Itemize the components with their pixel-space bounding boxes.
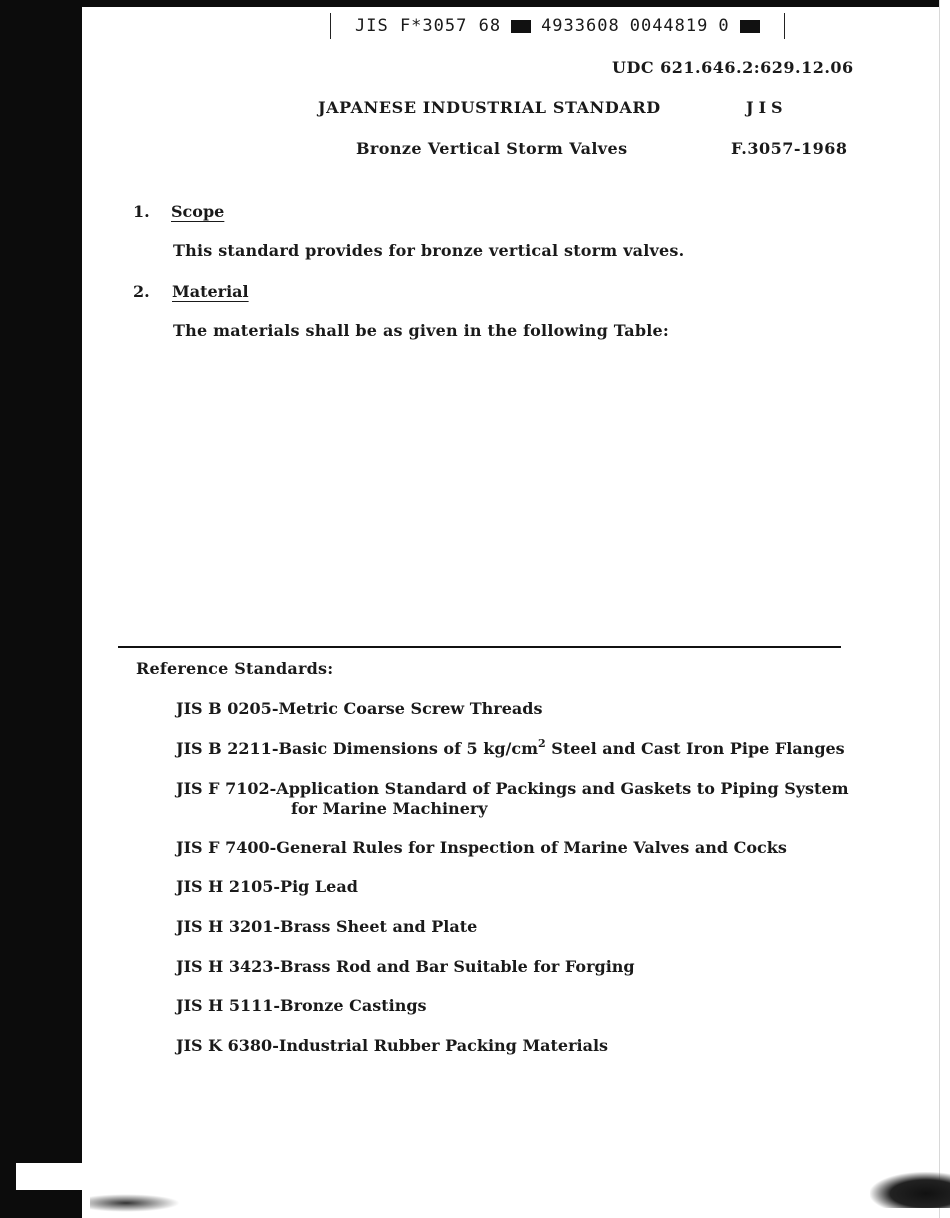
document-stamp bbox=[330, 13, 785, 39]
scan-border-left bbox=[0, 0, 82, 1218]
reference-title: Brass Sheet and Plate bbox=[280, 917, 478, 936]
standard-title: JAPANESE INDUSTRIAL STANDARD bbox=[318, 98, 661, 117]
document-code: F.3057-1968 bbox=[731, 139, 848, 158]
stamp-serial-2: 0044819 bbox=[629, 16, 709, 36]
reference-code: JIS B 0205 bbox=[176, 699, 272, 718]
reference-code: JIS B 2211 bbox=[176, 739, 272, 758]
scan-border-notch bbox=[16, 1163, 82, 1190]
reference-title: General Rules for Inspection of Marine Valves and Cocks bbox=[276, 838, 787, 857]
material-text: The materials shall be as given in the following Table: bbox=[173, 321, 670, 340]
reference-item: JIS H 3423-Brass Rod and Bar Suitable for Forging bbox=[176, 957, 635, 976]
reference-item: JIS B 2211-Basic Dimensions of 5 $kg/cm^2$ Steel and Cast Iron Pipe Flanges bbox=[176, 737, 845, 758]
reference-title-end: Steel and Cast Iron Pipe Flanges bbox=[545, 739, 845, 758]
scan-border-top bbox=[82, 0, 950, 7]
reference-title: Basic Dimensions of 5 kg/cm bbox=[278, 739, 539, 758]
section-heading-scope: Scope bbox=[171, 202, 225, 221]
reference-title: Bronze Castings bbox=[280, 996, 427, 1015]
reference-code: JIS F 7102 bbox=[176, 779, 270, 798]
reference-item: JIS H 2105-Pig Lead bbox=[176, 877, 358, 896]
reference-title: Pig Lead bbox=[280, 877, 358, 896]
reference-title: Brass Rod and Bar Suitable for Forging bbox=[280, 957, 635, 976]
scan-border-right bbox=[939, 0, 950, 1218]
reference-item: JIS F 7400-General Rules for Inspection of Marine Valves and Cocks bbox=[176, 838, 787, 857]
reference-heading: Reference Standards: bbox=[136, 659, 334, 678]
stamp-code: JIS F*3057 68 bbox=[355, 16, 502, 36]
section-number: 1. bbox=[133, 202, 150, 221]
stamp-block-icon bbox=[511, 20, 531, 33]
divider-line bbox=[118, 646, 841, 648]
reference-item: JIS H 3201-Brass Sheet and Plate bbox=[176, 917, 478, 936]
reference-code: JIS H 3423 bbox=[176, 957, 274, 976]
reference-item: JIS H 5111-Bronze Castings bbox=[176, 996, 427, 1015]
reference-code: JIS F 7400 bbox=[176, 838, 270, 857]
stamp-serial-1: 4933608 bbox=[541, 16, 620, 36]
reference-item: JIS K 6380-Industrial Rubber Packing Materials bbox=[176, 1036, 609, 1055]
reference-title-superscript: 2 bbox=[538, 737, 546, 750]
reference-code: JIS H 3201 bbox=[176, 917, 274, 936]
reference-code: JIS H 5111 bbox=[176, 996, 274, 1015]
udc-code: UDC 621.646.2:629.12.06 bbox=[612, 58, 854, 77]
scan-smudge-bottom bbox=[90, 1194, 180, 1212]
stamp-block-icon bbox=[740, 20, 760, 33]
document-title: Bronze Vertical Storm Valves bbox=[356, 139, 628, 158]
scope-text: This standard provides for bronze vertical storm valves. bbox=[173, 241, 685, 260]
reference-title: Industrial Rubber Packing Materials bbox=[278, 1036, 609, 1055]
reference-title: Application Standard of Packings and Gaskets to Piping System bbox=[276, 779, 849, 798]
section-heading-material: Material bbox=[172, 282, 249, 301]
section-number: 2. bbox=[133, 282, 150, 301]
reference-item: JIS B 0205-Metric Coarse Screw Threads bbox=[176, 699, 543, 718]
reference-code: JIS K 6380 bbox=[176, 1036, 273, 1055]
reference-code: JIS H 2105 bbox=[176, 877, 274, 896]
reference-item: JIS F 7102-Application Standard of Packings and Gaskets to Piping System bbox=[176, 779, 849, 798]
jis-label: JIS bbox=[746, 98, 788, 117]
stamp-flag: 0 bbox=[718, 16, 730, 36]
reference-title-continuation: for Marine Machinery bbox=[291, 799, 488, 818]
reference-title: Metric Coarse Screw Threads bbox=[278, 699, 543, 718]
scan-smudge-corner bbox=[870, 1172, 950, 1208]
